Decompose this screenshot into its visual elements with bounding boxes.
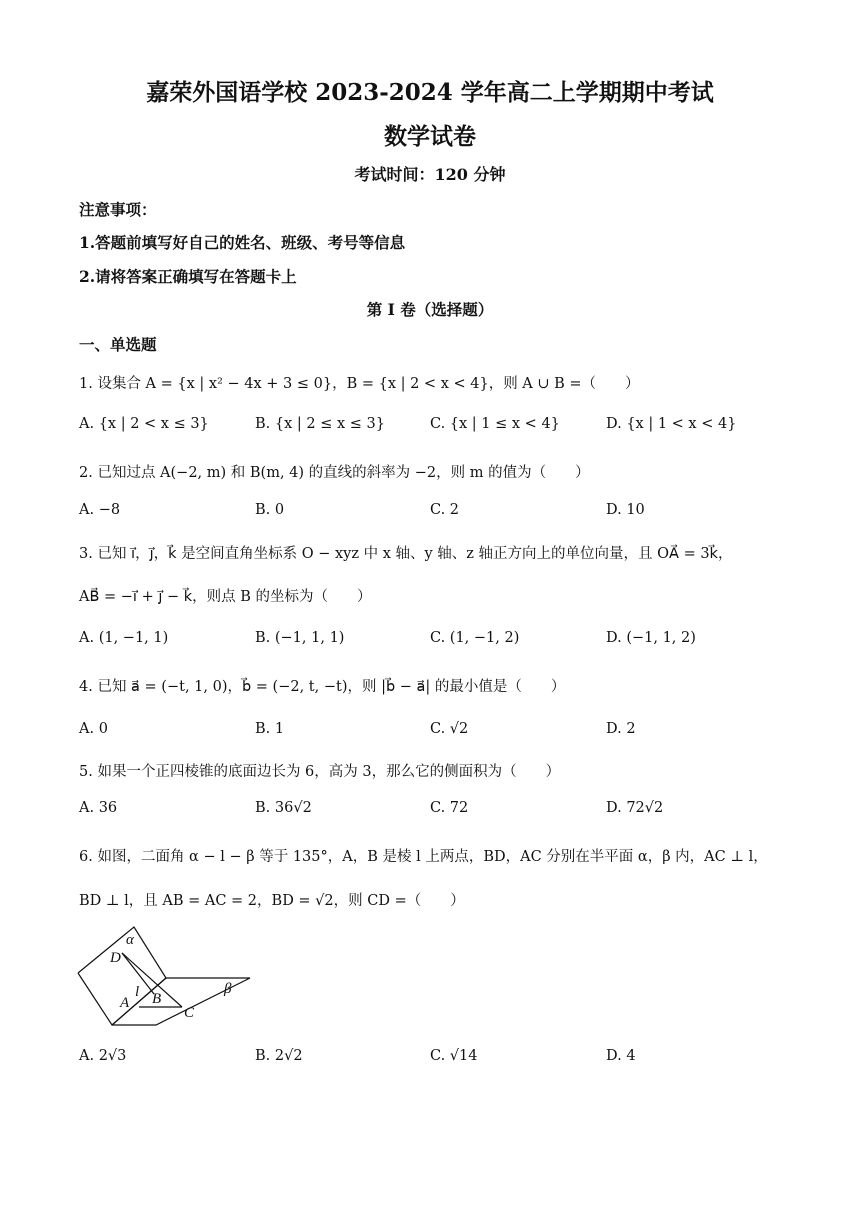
- question-1-option-c: C. {x | 1 ≤ x < 4}: [430, 416, 560, 432]
- note-item-1: 1.答题前填写好自己的姓名、班级、考号等信息: [79, 233, 406, 252]
- question-5-option-b: B. 36√2: [255, 800, 312, 816]
- exam-subject: 数学试卷: [384, 123, 476, 150]
- question-2-option-d: D. 10: [606, 502, 645, 518]
- label-c: C: [184, 1005, 195, 1021]
- exam-title: 嘉荣外国语学校 2023-2024 学年高二上学期期中考试: [146, 79, 714, 106]
- label-b: B: [152, 991, 162, 1007]
- question-3-stem: 3. 已知 i⃗，j⃗，k⃗ 是空间直角坐标系 O − xyz 中 x 轴、y 轴、z 轴正方向上的单位向量，且 OA⃗ = 3k⃗，: [79, 546, 733, 562]
- question-3-stem-cont: AB⃗ = −i⃗ + j⃗ − k⃗，则点 B 的坐标为（ ）: [79, 589, 372, 605]
- question-3-option-d: D. (−1, 1, 2): [606, 630, 696, 646]
- question-1-option-d: D. {x | 1 < x < 4}: [606, 416, 737, 432]
- notes-heading: 注意事项：: [79, 200, 157, 219]
- exam-time: 考试时间：120 分钟: [354, 165, 506, 184]
- question-3-option-c: C. (1, −1, 2): [430, 630, 520, 646]
- question-6-option-d: D. 4: [606, 1048, 636, 1064]
- volume-heading: 第 I 卷（选择题）: [366, 300, 494, 319]
- question-2-option-b: B. 0: [255, 502, 285, 518]
- label-beta: β: [224, 981, 232, 997]
- question-4-stem: 4. 已知 a⃗ = (−t, 1, 0)，b⃗ = (−2, t, −t)，则 |b⃗ − a⃗| 的最小值是（ ）: [79, 679, 566, 695]
- question-4-option-c: C. √2: [430, 721, 469, 737]
- question-6-stem-cont: BD ⊥ l，且 AB = AC = 2，BD = √2，则 CD =（ ）: [79, 893, 465, 909]
- question-5-option-a: A. 36: [79, 800, 118, 816]
- question-2-stem: 2. 已知过点 A(−2, m) 和 B(m, 4) 的直线的斜率为 −2，则 m 的值为（ ）: [79, 465, 590, 481]
- question-1-option-a: A. {x | 2 < x ≤ 3}: [79, 416, 209, 432]
- question-4-option-b: B. 1: [255, 721, 285, 737]
- question-5-option-d: D. 72√2: [606, 800, 664, 816]
- question-6-stem: 6. 如图，二面角 α − l − β 等于 135°，A，B 是棱 l 上两点，BD，AC 分别在半平面 α，β 内，AC ⊥ l，: [79, 849, 768, 865]
- note-item-2: 2.请将答案正确填写在答题卡上: [79, 267, 297, 286]
- question-3-option-a: A. (1, −1, 1): [79, 630, 169, 646]
- dihedral-angle-figure: [74, 925, 264, 1035]
- question-5-option-c: C. 72: [430, 800, 469, 816]
- question-5-stem: 5. 如果一个正四棱锥的底面边长为 6，高为 3，那么它的侧面积为（ ）: [79, 764, 561, 780]
- question-6-option-a: A. 2√3: [79, 1048, 127, 1064]
- label-alpha: α: [126, 932, 134, 948]
- question-1-option-b: B. {x | 2 ≤ x ≤ 3}: [255, 416, 385, 432]
- question-6-option-c: C. √14: [430, 1048, 478, 1064]
- label-l: l: [135, 984, 140, 1000]
- question-3-option-b: B. (−1, 1, 1): [255, 630, 345, 646]
- question-4-option-a: A. 0: [79, 721, 108, 737]
- question-1-stem: 1. 设集合 A = {x | x² − 4x + 3 ≤ 0}，B = {x | 2 < x < 4}，则 A ∪ B =（ ）: [79, 376, 640, 392]
- label-a: A: [120, 995, 130, 1011]
- question-4-option-d: D. 2: [606, 721, 636, 737]
- label-d: D: [110, 950, 121, 966]
- question-2-option-a: A. −8: [79, 502, 121, 518]
- question-6-option-b: B. 2√2: [255, 1048, 303, 1064]
- part-heading: 一、单选题: [79, 335, 157, 354]
- question-2-option-c: C. 2: [430, 502, 460, 518]
